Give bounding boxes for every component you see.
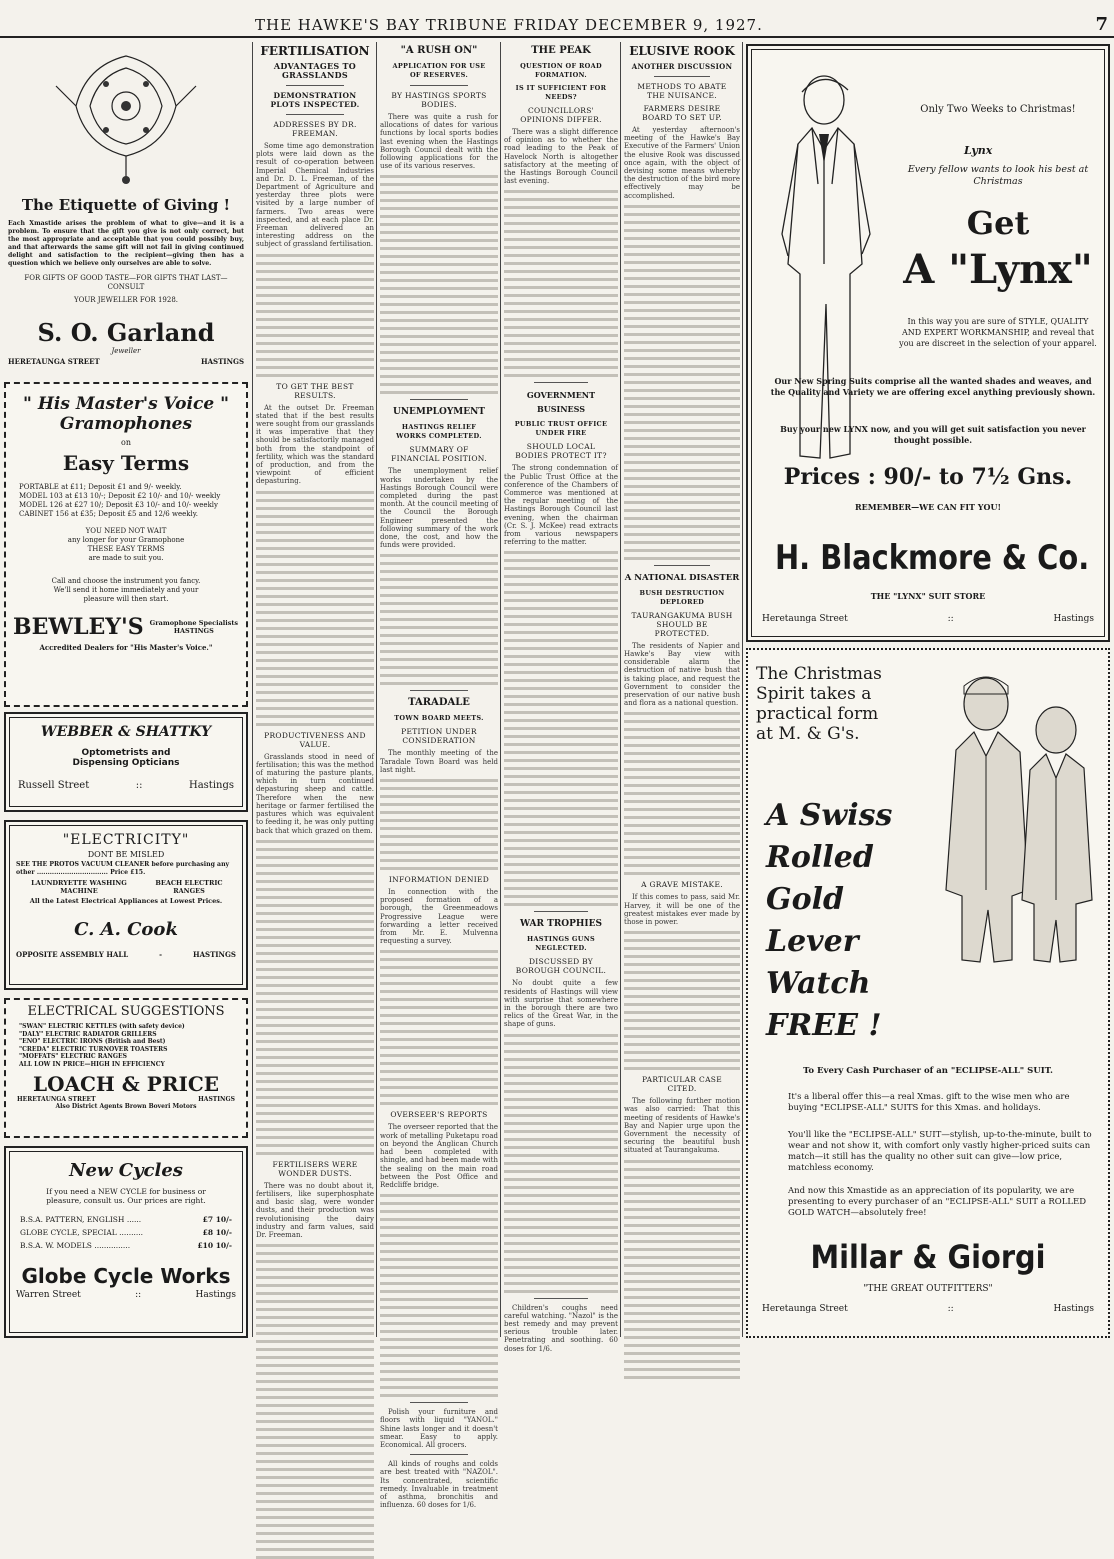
cycle-model: B.S.A. W. MODELS ............... <box>20 1241 131 1250</box>
millar-name: Millar & Giorgi <box>810 1238 1046 1276</box>
cook-line-3: LAUNDRYETTE WASHING MACHINE <box>31 879 127 895</box>
blackmore-lynx-ad <box>746 44 1110 642</box>
cycles-line-1: If you need a NEW CYCLE for business or <box>46 1187 206 1196</box>
bewleys-gramophones: Gramophones <box>59 414 193 434</box>
cook-line-1: DONT BE MISLED <box>87 850 165 859</box>
article-elusive-rook <box>624 42 740 1337</box>
millar-christmas-line-3: practical form <box>756 704 879 724</box>
fertilisation-headline: FERTILISATION <box>260 44 370 58</box>
cook-line-5: All the Latest Electrical Appliances at Lowest Prices. <box>29 897 223 905</box>
lynx-get: Get <box>966 204 1030 242</box>
taradale-headline: TARADALE <box>408 697 470 709</box>
elusive-subhead: ANOTHER DISCUSSION <box>631 62 733 71</box>
article-the-peak <box>504 42 618 1353</box>
millar-paragraph-2: You'll like the "ECLIPSE-ALL" SUIT—stylish, up-to-the-minute, built to wear and not show it, with comfort only vastly higher-priced suits can match—it still has the quality no other suit can give—low price, matchless economy. <box>788 1130 1092 1173</box>
unemployment-paragraph: The unemployment relief works undertaken by the Hastings Borough Council were completed during the past month. At the council meeting of the Council the Borough Engineer presented the following summary of the work done, the cost, and how the funds were provided. <box>380 467 498 550</box>
millar-offer: To Every Cash Purchaser of an "ECLIPSE-ALL" SUIT. <box>803 1066 1053 1076</box>
column-rule <box>500 42 501 1337</box>
bewleys-gramophone-ad <box>4 382 248 707</box>
masthead <box>0 0 1114 38</box>
cook-line-4: BEACH ELECTRIC RANGES <box>155 879 223 895</box>
millar-town: Hastings <box>1053 1304 1094 1314</box>
loach-price-ad <box>4 998 248 1138</box>
bewleys-model-126: MODEL 126 at £27 10/; Deposit £3 10/- and 10/- weekly <box>19 501 218 509</box>
loach-name: LOACH & PRICE <box>33 1072 219 1096</box>
peak-headline: THE PEAK <box>531 45 591 56</box>
taradale-paragraph: The overseer reported that the work of metalling Puketapu road on beyond the Anglican Church had been completed with shingle, and had been made with the sealing on the main road between the Post Office and Redcliffe bridge. <box>380 1123 498 1189</box>
peak-deck: IS IT SUFFICIENT FOR NEEDS? <box>515 84 607 101</box>
fertilisation-paragraph: At the outset Dr. Freeman stated that if the best results were sought from our grasslands it was imperative that they should be satisfactorily managed both from the standpoint of fertility, which was the standard of production, and from the viewpoint of efficient depasturing. <box>256 403 374 486</box>
fertilisation-paragraph: There was no doubt about it, fertilisers, like superphosphate and basic slag, were wonder dusts, and their production was revolutionising the dairy industry and farm values, said Dr. Freeman. <box>256 1181 374 1239</box>
fertilisation-crosshead: TO GET THE BEST RESULTS. <box>276 381 354 400</box>
blackmore-sep: :: <box>947 614 954 624</box>
newspaper-dateline: THE HAWKE'S BAY TRIBUNE FRIDAY DECEMBER 9, 1927. <box>255 16 763 34</box>
peak-deck-2: COUNCILLORS' OPINIONS DIFFER. <box>520 106 602 124</box>
column-rule <box>620 42 621 1337</box>
millar-watch-line-6: FREE ! <box>766 1008 882 1043</box>
peak-subhead: QUESTION OF ROAD FORMATION. <box>520 62 602 79</box>
taradale-paragraph: In connection with the proposed formation of a borough, the Greenmeadows Progressive League were forwarding a letter received from Mr. E. Mulvenna requesting a survey. <box>380 888 498 946</box>
loach-item: "DALY" ELECTRIC RADIATOR GRILLERS <box>19 1030 157 1038</box>
peak-paragraph: There was a slight difference of opinion as to whether the road leading to the Peak of Havelock North is altogether satisfactory at the meeting of the Hastings Borough Council last evening. <box>504 128 618 186</box>
cycles-name: Globe Cycle Works <box>21 1264 231 1288</box>
bewleys-his-masters-voice: " His Master's Voice " <box>23 394 229 414</box>
rush-deck: BY HASTINGS SPORTS BODIES. <box>391 91 487 109</box>
bewleys-wait: YOU NEED NOT WAIT <box>85 527 167 535</box>
bewleys-specialists: Gramophone Specialists <box>149 619 239 627</box>
men-outfitters-illustration <box>916 660 1106 970</box>
unemployment-subhead: HASTINGS RELIEF WORKS COMPLETED. <box>396 423 482 441</box>
fertilisation-deck: DEMONSTRATION PLOTS INSPECTED. <box>270 91 360 109</box>
bewleys-portable: PORTABLE at £11; Deposit £1 and 9/- weekly. <box>19 483 182 491</box>
cycles-heading: New Cycles <box>69 1160 183 1181</box>
lynx-prices: Prices : 90/- to 7½ Gns. <box>783 464 1073 490</box>
bewleys-model-103: MODEL 103 at £13 10/-; Deposit £2 10/- and 10/- weekly <box>19 492 221 500</box>
cook-electricity-ad <box>4 820 248 990</box>
nazol-notice: Children's coughs need careful watching. "Nazol" is the best remedy and may prevent serious trouble later. Penetrating and soothing. 60 doses for 1/6. <box>504 1303 618 1353</box>
millar-christmas-line-1: The Christmas <box>756 664 882 684</box>
yanol-notice: Polish your furniture and floors with liquid "YANOL." Shine lasts longer and it doesn't smear. Easy to apply. Economical. All grocers. <box>380 1408 498 1449</box>
bewleys-send: We'll send it home immediately and your <box>53 586 199 594</box>
lynx-paragraph-3: Buy your new LYNX now, and you will get suit satisfaction you never thought possible. <box>780 424 1086 445</box>
bewleys-suit: are made to suit you. <box>88 554 164 562</box>
national-disaster-paragraph: If this comes to pass, said Mr. Harvey, it will be one of the greatest mistakes ever made by those in power. <box>624 893 740 927</box>
fertilisation-subhead: ADVANTAGES TO GRASSLANDS <box>273 61 357 80</box>
garland-heading: The Etiquette of Giving ! <box>21 196 231 214</box>
cook-name: C. A. Cook <box>74 919 178 940</box>
bewleys-dealers: Accredited Dealers for "His Master's Voice." <box>39 643 213 652</box>
column-rule <box>252 42 253 1337</box>
elusive-deck-2: FARMERS DESIRE BOARD TO SET UP. <box>642 104 722 122</box>
loach-item: "CREDA" ELECTRIC TURNOVER TOASTERS <box>19 1045 168 1053</box>
millar-christmas-line-4: at M. & G's. <box>756 724 860 744</box>
national-disaster-crosshead: A GRAVE MISTAKE. <box>641 880 723 890</box>
garland-tagline-2: YOUR JEWELLER FOR 1928. <box>73 296 178 304</box>
lynx-signature: Lynx <box>964 144 993 157</box>
cycles-line-2: pleasure, consult us. Our prices are right. <box>46 1196 206 1205</box>
cook-line-2: SEE THE PROTOS VACUUM CLEANER before purchasing any other ................................. Price £15. <box>16 861 230 876</box>
cycle-model: B.S.A. PATTERN, ENGLISH ...... <box>20 1215 142 1224</box>
bewleys-pleasure: pleasure will then start. <box>83 595 169 603</box>
unemployment-deck: SUMMARY OF FINANCIAL POSITION. <box>391 445 487 464</box>
unemployment-headline: UNEMPLOYMENT <box>392 407 485 418</box>
cook-address: OPPOSITE ASSEMBLY HALL <box>16 950 129 959</box>
national-disaster-subhead: BUSH DESTRUCTION DEPLORED <box>639 588 725 606</box>
taradale-subhead: TOWN BOARD MEETS. <box>394 714 484 723</box>
blackmore-name: H. Blackmore & Co. <box>775 538 1090 578</box>
garland-name: S. O. Garland <box>37 318 215 347</box>
article-fertilisation <box>256 42 374 1337</box>
taradale-paragraph: The monthly meeting of the Taradale Town Board was held last night. <box>380 749 498 774</box>
blackmore-store: THE "LYNX" SUIT STORE <box>870 591 986 601</box>
elusive-headline: ELUSIVE ROOK <box>629 44 735 58</box>
loach-item: "MOFFATS" ELECTRIC RANGES <box>19 1053 127 1060</box>
national-disaster-crosshead: PARTICULAR CASE CITED. <box>641 1075 722 1094</box>
loach-town: HASTINGS <box>198 1096 235 1103</box>
webber-street: Russell Street <box>18 780 90 791</box>
millar-watch-line-2: Rolled <box>766 840 874 875</box>
loach-item: "SWAN" ELECTRIC KETTLES (with safety device) <box>19 1023 185 1030</box>
war-trophies-subhead: HASTINGS GUNS NEGLECTED. <box>527 935 595 953</box>
garland-jeweller-ad <box>4 44 248 374</box>
millar-paragraph-3: And now this Xmastide as an appreciation of its popularity, we are presenting to every purchaser of an "ECLIPSE-ALL" SUIT a ROLLED GOLD WATCH—absolutely free! <box>788 1186 1087 1218</box>
national-disaster-deck: TAURANGAKUMA BUSH SHOULD BE PROTECTED. <box>631 610 733 638</box>
lynx-a-lynx: A "Lynx" <box>903 246 1093 293</box>
webber-sep: :: <box>135 780 143 791</box>
millar-watch-line-4: Lever <box>766 924 859 959</box>
garland-tagline: FOR GIFTS OF GOOD TASTE—FOR GIFTS THAT LAST—CONSULT <box>24 274 228 291</box>
blackmore-town: Hastings <box>1053 614 1094 624</box>
bewleys-longer: any longer for your Gramophone <box>67 536 185 544</box>
cycles-street: Warren Street <box>16 1290 81 1300</box>
government-subhead: PUBLIC TRUST OFFICE UNDER FIRE <box>514 420 608 438</box>
column-rule <box>376 42 377 1337</box>
cycle-price: £7 10/- <box>202 1215 232 1224</box>
rush-paragraph: There was quite a rush for allocations of dates for various functions by local sports bodies last evening when the Hastings Borough Council dealt with the following applications for the use of its various reserves. <box>380 113 498 171</box>
taradale-crosshead: INFORMATION DENIED <box>388 875 490 885</box>
webber-name: WEBBER & SHATTKY <box>40 724 212 740</box>
bewleys-on: on <box>121 438 131 447</box>
page-number: 7 <box>1095 14 1108 35</box>
millar-watch-line-5: Watch <box>766 966 871 1001</box>
fertilisation-deck-2: ADDRESSES BY DR. FREEMAN. <box>273 120 357 138</box>
rush-headline: "A RUSH ON" <box>400 45 478 56</box>
article-rush-on <box>380 42 498 1510</box>
cycle-row <box>20 1226 232 1239</box>
national-disaster-paragraph: The following further motion was also carried: That this meeting of residents of Hawke's Bay and Napier urge upon the Government the necessity of securing the beautiful bush situated at Taurangakuma. <box>624 1097 740 1155</box>
war-trophies-headline: WAR TROPHIES <box>520 919 602 930</box>
lynx-fit: REMEMBER—WE CAN FIT YOU! <box>855 502 1001 512</box>
jewelled-pendant-illustration <box>46 46 206 186</box>
globe-cycle-ad <box>4 1146 248 1338</box>
millar-paragraph-1: It's a liberal offer this—a real Xmas. gift to the wise men who are buying "ECLIPSE-ALL" SUITS for this Xmas. and holidays. <box>788 1092 1070 1113</box>
column-rule <box>742 42 743 1337</box>
national-disaster-headline: A NATIONAL DISASTER <box>624 572 740 583</box>
millar-street: Heretaunga Street <box>762 1304 848 1314</box>
webber-line-2: Dispensing Opticians <box>72 758 180 768</box>
millar-giorgi-ad <box>746 648 1110 1338</box>
cook-town: HASTINGS <box>192 950 236 959</box>
cycles-sep: :: <box>135 1290 142 1300</box>
garland-body: Each Xmastide arises the problem of what to give—and it is a problem. To ensure that the gift you give is not only correct, but the most appropriate and acceptable that you could possibly buy, and that afterwards the same gift will not fail in giving continued delight and satisfaction to the recipient—giving then has a question which we believe only ourselves are able to solve. <box>8 220 244 267</box>
millar-watch-line-3: Gold <box>766 882 845 917</box>
war-trophies-deck: DISCUSSED BY BOROUGH COUNCIL. <box>515 957 607 976</box>
cycle-row <box>20 1239 232 1252</box>
millar-watch-line-1: A Swiss <box>766 798 893 833</box>
elusive-deck: METHODS TO ABATE THE NUISANCE. <box>637 82 727 100</box>
lynx-paragraph-2: Our New Spring Suits comprise all the wanted shades and weaves, and the Quality and Variety we are offering excel anything previously shown. <box>770 376 1096 397</box>
bewleys-name: BEWLEY'S <box>13 614 144 640</box>
lynx-paragraph-1: In this way you are sure of STYLE, QUALITY AND EXPERT WORKMANSHIP, and reveal that you are discreet in the selection of your apparel. <box>899 317 1097 348</box>
lynx-every-fellow: Every fellow wants to look his best at Christmas <box>907 164 1089 187</box>
war-trophies-paragraph: No doubt quite a few residents of Hastings will view with surprise that somewhere in the borough there are two relics of the Great War, in the shape of guns. <box>504 979 618 1029</box>
elusive-paragraph: At yesterday afternoon's meeting of the Hawke's Bay Executive of the Farmers' Union the elusive Rook was discussed once again, with the object of devising some means whereby the destruction of the bird more effectively may be accomplished. <box>624 126 740 200</box>
national-disaster-paragraph: The residents of Napier and Hawke's Bay view with considerable alarm the destruction of native bush that is taking place, and request the Government to consider the preservation of our native bush and flora as a national question. <box>624 641 740 708</box>
nazol-notice: All kinds of roughs and colds are best treated with "NAZOL". Its concentrated, scientific remedy. Invaluable in treatment of asthma, bronchitis and influenza. 60 doses for 1/6. <box>380 1460 498 1510</box>
webber-town: Hastings <box>188 780 234 791</box>
fertilisation-crosshead: FERTILISERS WERE WONDER DUSTS. <box>272 1159 358 1178</box>
garland-role: Jeweller <box>111 347 141 355</box>
bewleys-cabinet-156: CABINET 156 at £35; Deposit £5 and 12/6 weekly. <box>19 510 198 518</box>
taradale-crosshead: OVERSEER'S REPORTS <box>390 1110 488 1120</box>
cook-heading: "ELECTRICITY" <box>62 832 190 848</box>
cook-sep: - <box>159 950 163 959</box>
cycle-row <box>20 1213 232 1226</box>
lynx-only-two-weeks: Only Two Weeks to Christmas! <box>920 104 1076 115</box>
government-deck: SHOULD LOCAL BODIES PROTECT IT? <box>515 442 607 461</box>
cycle-price: £10 10/- <box>197 1241 232 1250</box>
loach-agents: Also District Agents Brown Boveri Motors <box>55 1103 197 1110</box>
blackmore-street: Heretaunga Street <box>762 614 848 624</box>
rush-subhead: APPLICATION FOR USE OF RESERVES. <box>392 62 486 79</box>
webber-line-1: Optometrists and <box>81 748 171 758</box>
bewleys-call: Call and choose the instrument you fancy. <box>51 577 201 585</box>
loach-item: ALL LOW IN PRICE—HIGH IN EFFICIENCY <box>19 1060 165 1068</box>
millar-christmas-line-2: Spirit takes a <box>756 684 872 704</box>
webber-shattky-ad <box>4 712 248 812</box>
loach-heading: ELECTRICAL SUGGESTIONS <box>27 1004 225 1019</box>
taradale-deck: PETITION UNDER CONSIDERATION <box>401 727 477 746</box>
bewleys-terms: THESE EASY TERMS <box>87 545 165 553</box>
fertilisation-paragraph: Grasslands stood in need of fertilisation; this was the method of maturing the pasture plants, which in turn continued depasturing sheep and cattle. Therefore when the new heritage or farmer fertilised the pastures which was equivalent to feeding it, he was only putting back that which grazed on them. <box>256 752 374 835</box>
government-paragraph: The strong condemnation of the Public Trust Office at the conference of the Chambers of Commerce was mentioned at the regular meeting of the Hastings Borough Council last evening, when the chairman (Cr. S. J. McKee) read extracts from various newspapers referring to the matter. <box>504 464 618 547</box>
loach-street: HERETAUNGA STREET <box>17 1096 96 1103</box>
loach-item: "ENO" ELECTRIC IRONS (British and Best) <box>19 1038 166 1045</box>
fertilisation-paragraph: Some time ago demonstration plots were laid down as the result of co-operation between Imperial Chemical Industries and Dr. D. L. Freeman, of the Department of Agriculture and yesterday three plots were visited by a large number of farmers. Two areas were inspected, and at each place Dr. Freeman delivered an interesting address on the subject of grassland fertilisation. <box>256 142 374 249</box>
garland-street: HERETAUNGA STREET <box>8 357 100 366</box>
millar-subtitle: "THE GREAT OUTFITTERS" <box>863 1284 993 1294</box>
fertilisation-crosshead: PRODUCTIVENESS AND VALUE. <box>264 730 366 749</box>
government-headline: GOVERNMENT BUSINESS <box>526 390 596 415</box>
cycle-model: GLOBE CYCLE, SPECIAL .......... <box>20 1228 143 1237</box>
millar-sep: :: <box>947 1304 954 1314</box>
garland-town: HASTINGS <box>200 357 244 366</box>
man-in-suit-illustration <box>762 64 892 474</box>
bewleys-town: HASTINGS <box>173 627 214 635</box>
bewleys-easy-terms: Easy Terms <box>62 451 190 475</box>
cycle-price: £8 10/- <box>202 1228 232 1237</box>
cycles-town: Hastings <box>195 1290 236 1300</box>
